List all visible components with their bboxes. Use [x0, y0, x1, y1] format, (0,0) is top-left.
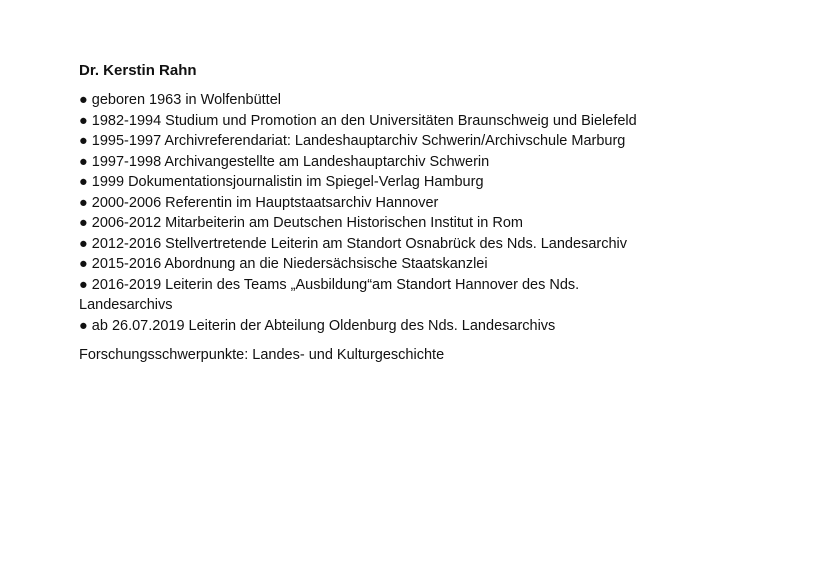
research-focus: Forschungsschwerpunkte: Landes- und Kulturgeschichte [79, 347, 445, 363]
list-item-text: 2012-2016 Stellvertretende Leiterin am Standort Osnabrück des Nds. Landesarchiv [91, 235, 627, 252]
list-item-text: 1997-1998 Archivangestellte am Landeshauptarchiv Schwerin [91, 153, 490, 170]
list-item [79, 111, 739, 132]
bullet-icon: ● [79, 317, 88, 334]
list-item [79, 275, 644, 316]
list-item-text: geboren 1963 in Wolfenbüttel [91, 92, 281, 108]
cv-document [79, 61, 739, 365]
person-name: Dr. Kerstin Rahn [79, 62, 197, 79]
list-item-text: 2006-2012 Mitarbeiterin am Deutschen Historischen Institut in Rom [91, 215, 523, 231]
bullet-icon: ● [79, 256, 88, 272]
bullet-icon: ● [79, 153, 88, 170]
list-item-text: 2016-2019 Leiterin des Teams „Ausbildung“am Standort Hannover des Nds. Landesarchivs [79, 276, 580, 313]
bullet-icon: ● [79, 215, 88, 231]
bullet-icon: ● [79, 174, 88, 190]
bullet-icon: ● [79, 133, 88, 149]
list-item [79, 131, 739, 152]
list-item [79, 213, 739, 234]
list-item-text: ab 26.07.2019 Leiterin der Abteilung Oldenburg des Nds. Landesarchivs [91, 317, 556, 334]
cv-entries [79, 90, 739, 336]
list-item [79, 90, 739, 111]
bullet-icon: ● [79, 92, 88, 108]
bullet-icon: ● [79, 194, 88, 211]
list-item-text: 1982-1994 Studium und Promotion an den Universitäten Braunschweig und Bielefeld [91, 112, 637, 129]
list-item [79, 254, 739, 275]
list-item-text: 2000-2006 Referentin im Hauptstaatsarchiv Hannover [91, 194, 439, 211]
list-item-text: 2015-2016 Abordnung an die Niedersächsische Staatskanzlei [91, 256, 488, 272]
bullet-icon: ● [79, 112, 88, 129]
list-item [79, 193, 739, 214]
list-item-text: 1995-1997 Archivreferendariat: Landeshauptarchiv Schwerin/Archivschule Marburg [91, 133, 626, 149]
list-item [79, 316, 739, 337]
list-item [79, 234, 739, 255]
list-item [79, 152, 739, 173]
list-item [79, 172, 739, 193]
bullet-icon: ● [79, 276, 88, 293]
list-item-text: 1999 Dokumentationsjournalistin im Spiegel-Verlag Hamburg [91, 174, 484, 190]
bullet-icon: ● [79, 235, 88, 252]
